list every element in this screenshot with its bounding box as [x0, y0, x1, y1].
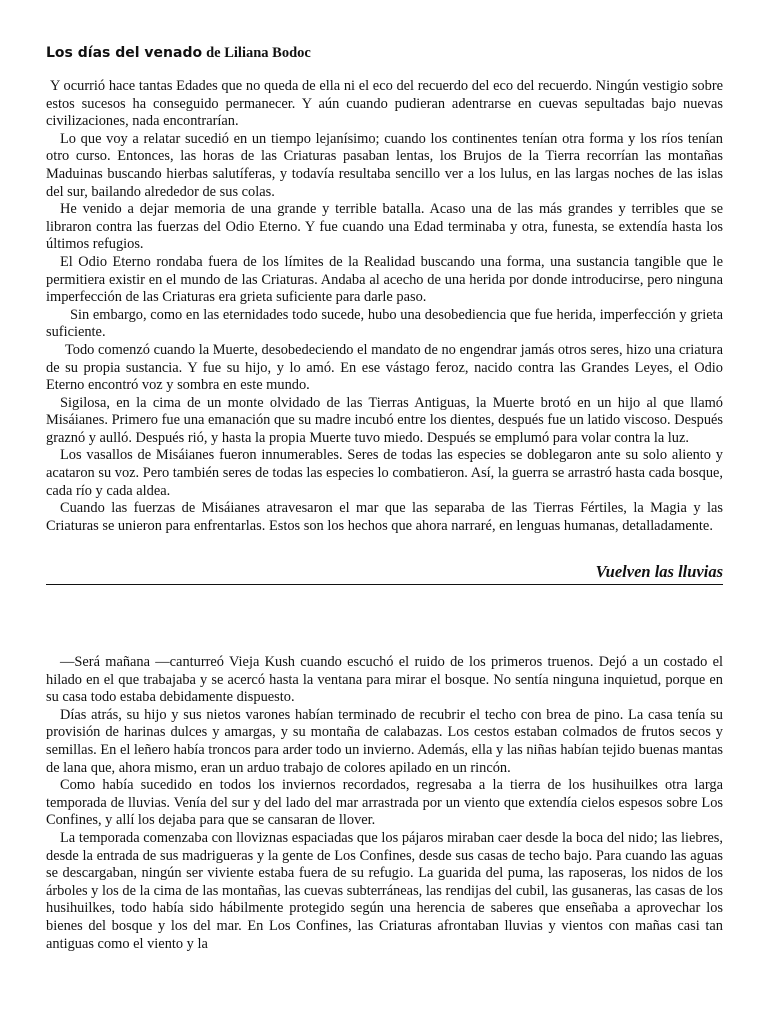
chapter-title: Vuelven las lluvias: [595, 562, 723, 581]
chapter-divider: [46, 584, 723, 585]
prologue-paragraph: Sigilosa, en la cima de un monte olvidado de las Tierras Antiguas, la Muerte brotó en un hijo al que llamó Misáianes. Primero fue una emanación que su madre incubó entre los dientes, después fue un latido viscoso. Después graznó y aulló. Después rió, y hasta la propia Muerte tuvo miedo. Después se emplumó para volar contra la luz.: [46, 394, 723, 446]
document-heading: [46, 44, 723, 62]
chapter-body: [46, 654, 723, 953]
chapter-paragraph: Días atrás, su hijo y sus nietos varones habían terminado de recubrir el techo con brea de pino. La casa tenía su provisión de harinas dulces y amargas, y su montaña de calabazas. Los cestos estaban colmados de frutos secos y semillas. En el leñero había troncos para arder todo un invierno. Además, ella y las niñas habían tejido buenas mantas de lana que, ahora mismo, eran un arduo trabajo de colores apilado en un rincón.: [46, 706, 723, 776]
chapter-paragraph: Como había sucedido en todos los inviernos recordados, regresaba a la tierra de los husihuilkes otra larga temporada de lluvias. Venía del sur y del lado del mar arrastrada por un viento que extendía cielos espesos sobre Los Confines, y allí los dejaba para que se cansaran de llover.: [46, 777, 723, 829]
chapter-paragraph: —Será mañana —canturreó Vieja Kush cuando escuchó el ruido de los primeros truenos. Dejó a un costado el hilado en el que trabajaba y se acercó hasta la ventana para mirar el bosque. No sentía ninguna inquietud, porque en su casa todo estaba debidamente dispuesto.: [46, 654, 723, 706]
prologue-paragraph: Lo que voy a relatar sucedió en un tiempo lejanísimo; cuando los continentes tenían otra forma y los ríos tenían otro curso. Entonces, las horas de las Criaturas pasaban lentas, los Brujos de la Tierra recorrían las montañas Maduinas buscando hierbas salutíferas, y todavía resultaba sencillo ver a los lulus, en las largas noches de las islas del sur, bailando alrededor de sus colas.: [46, 130, 723, 200]
prologue-paragraph: Cuando las fuerzas de Misáianes atravesaron el mar que las separaba de las Tierras Fértiles, la Magia y las Criaturas se unieron para enfrentarlas. Estos son los hechos que ahora narraré, en lenguas humanas, detalladamente.: [46, 500, 723, 534]
book-author: de Liliana Bodoc: [206, 45, 311, 61]
prologue-paragraph: Todo comenzó cuando la Muerte, desobedeciendo el mandato de no engendrar jamás otros seres, hizo una criatura de su propia sustancia. Y fue su hijo, y lo amó. En ese vástago feroz, nacido contra las Grandes Leyes, el Odio Eterno encontró voz y sombra en este mundo.: [46, 341, 723, 394]
book-title: Los días del venado: [46, 45, 203, 61]
prologue-paragraph: He venido a dejar memoria de una grande y terrible batalla. Acaso una de las más grandes y terribles que se libraron contra las fuerzas del Odio Eterno. Y fue cuando una Edad terminaba y otra, funesta, se extendía hasta los últimos refugios.: [46, 201, 723, 253]
prologue-paragraph: Y ocurrió hace tantas Edades que no queda de ella ni el eco del recuerdo del eco del recuerdo. Ningún vestigio sobre estos sucesos ha conseguido permanecer. Y aún cuando pudieran adentrarse en cuevas sepultadas bajo nuevas civilizaciones, nada encontrarían.: [46, 78, 723, 130]
prologue-paragraph: Sin embargo, como en las eternidades todo sucede, hubo una desobediencia que fue herida, imperfección y grieta suficiente.: [46, 306, 723, 341]
chapter-paragraph: La temporada comenzaba con lloviznas espaciadas que los pájaros miraban caer desde la boca del nido; las liebres, desde la entrada de sus madrigueras y la gente de Los Confines, desde sus casas de techo bajo. Para cuando las aguas se descargaban, ningún ser viviente estaba fuera de su refugio. La guarida del puma, las raposeras, los nidos de los árboles y los de la cima de las montañas, las cuevas subterráneas, las rendijas del cubil, las gusaneras, las casas de los husihuilkes, todo había sido hábilmente protegido según una herencia de saberes que enseñaba a aprovechar los bienes del bosque y los del mar. En Los Confines, las Criaturas afrontaban lluvias y vientos con mañas casi tan antiguas como el viento y la: [46, 829, 723, 952]
prologue: [46, 78, 723, 535]
prologue-paragraph: Los vasallos de Misáianes fueron innumerables. Seres de todas las especies se doblegaron ante su solo aliento y acataron su voz. Pero también seres de todas las especies lo combatieron. Así, la guerra se arrastró hasta cada bosque, cada río y cada aldea.: [46, 447, 723, 499]
prologue-paragraph: El Odio Eterno rondaba fuera de los límites de la Realidad buscando una forma, una sustancia tangible que le permitiera existir en el mundo de las Criaturas. Andaba al acecho de una herida por donde introducirse, pero ninguna imperfección de las Criaturas era grieta suficiente para darle paso.: [46, 253, 723, 306]
